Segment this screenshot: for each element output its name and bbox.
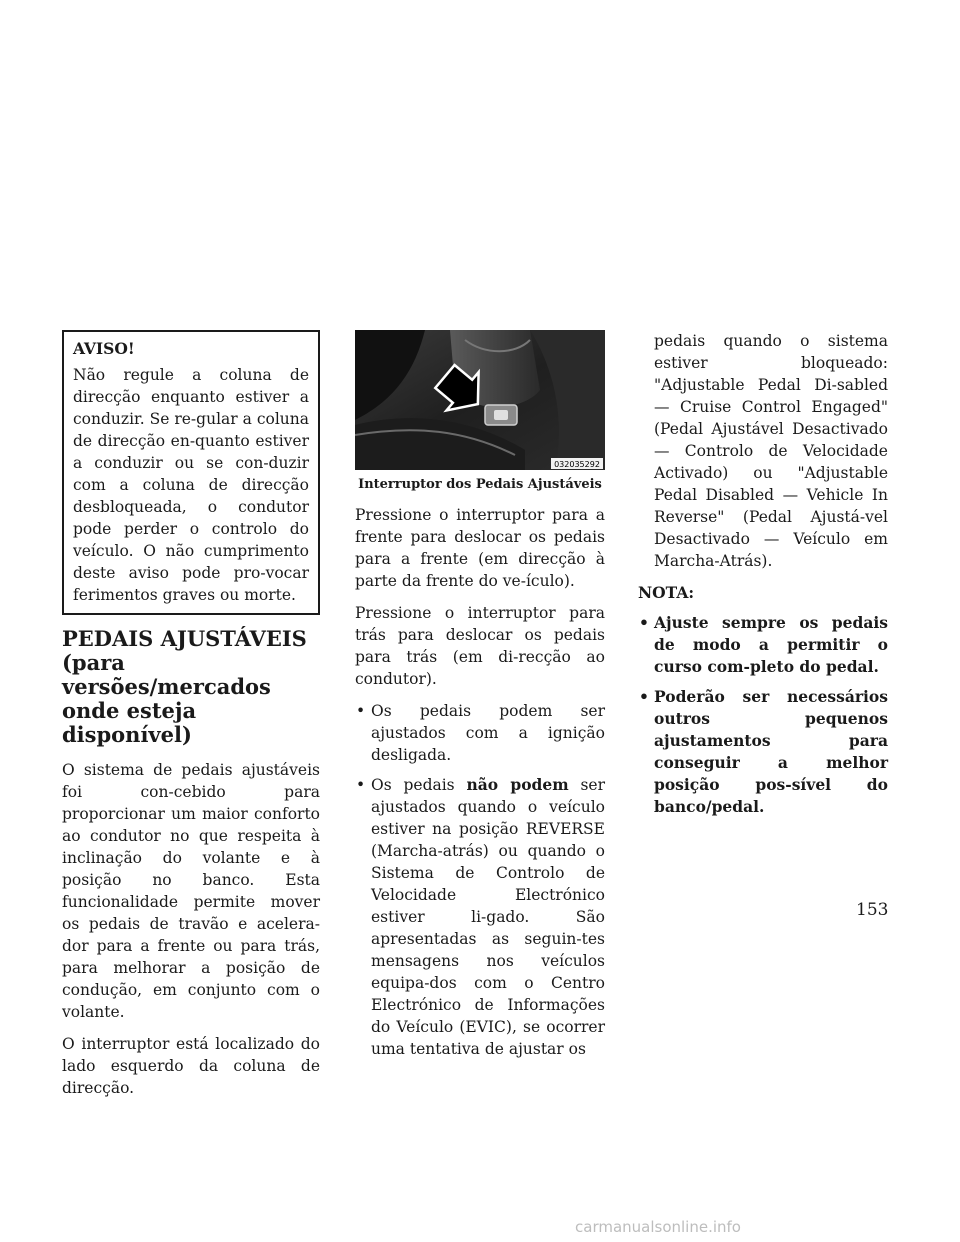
- pedal-switch-illustration: [355, 330, 605, 470]
- warning-box: [62, 330, 320, 615]
- warning-text: Não regule a coluna de direcção enquanto estiver a conduzir. Se re-gular a coluna de direcção en-quanto estiver a conduzir ou se con-duzir com a coluna de direcção desbloqueada, o condutor pode perder o controlo do veículo. O não cumprimento deste aviso pode pro-vocar ferimentos graves ou morte.: [73, 366, 309, 604]
- bullet-ignition-off: • Os pedais podem ser ajustados com a ignição desligada.: [355, 700, 605, 766]
- watermark-text: carmanualsonline.info: [575, 1218, 741, 1236]
- middle-paragraph-2: Pressione o interruptor para trás para deslocar os pedais para trás (em di-recção ao condutor).: [355, 604, 605, 688]
- middle-column: [355, 330, 605, 1070]
- section-paragraph-2: O interruptor está localizado do lado esquerdo da coluna de direcção.: [62, 1035, 320, 1097]
- figure-code: 032035292: [554, 460, 600, 469]
- bullet-emphasis: não podem: [466, 775, 569, 794]
- pedal-switch-photo: [355, 330, 605, 470]
- figure-caption: Interruptor dos Pedais Ajustáveis: [358, 477, 602, 492]
- section-title: PEDAIS AJUSTÁVEIS (para versões/mercados onde esteja disponível): [62, 626, 307, 747]
- warning-title: AVISO!: [73, 339, 135, 358]
- note-item-2: • Poderão ser necessários outros pequenos ajustamentos para conseguir a melhor posição pos-sível do banco/pedal.: [638, 686, 888, 818]
- section-paragraph-1: O sistema de pedais ajustáveis foi con-cebido para proporcionar um maior conforto ao condutor no que respeita à inclinação do volante e à posição no banco. Esta funcionalidade permite mover os pedais de travão e acelera-dor para a frente ou para trás, para melhorar a posição de condução, em conjunto com o volante.: [62, 761, 320, 1021]
- page-number: 153: [856, 900, 889, 920]
- left-column: [62, 330, 320, 1109]
- note-list: [638, 612, 888, 818]
- continued-text: pedais quando o sistema estiver bloqueado: "Adjustable Pedal Di-sabled — Cruise Control Engaged" (Pedal Ajustável Desactivado — Controlo de Velocidade Activado) ou "Adjustable Pedal Disabled — Vehicle In Reverse" (Pedal Ajustá-vel Desactivado — Veículo em Marcha-Atrás).: [654, 332, 888, 570]
- middle-bullet-list: [355, 700, 605, 1060]
- right-column: [638, 330, 888, 828]
- bullet-text-start: Os pedais: [371, 776, 467, 794]
- note-label: NOTA:: [638, 583, 695, 602]
- middle-paragraph-1: Pressione o interruptor para a frente para deslocar os pedais para a frente (em direcção à parte da frente do ve-ículo).: [355, 506, 605, 590]
- note-item-1: • Ajuste sempre os pedais de modo a permitir o curso com-pleto do pedal.: [638, 612, 888, 678]
- bullet-cannot-adjust: [355, 774, 605, 1060]
- bullet-text-end: ser ajustados quando o veículo estiver na posição REVERSE (Marcha-atrás) ou quando o Sistema de Controlo de Velocidade Electrónico estiver li-gado. São apresentadas as seguin-tes mensagens nos veículos equipa-dos com o Centro Electrónico de Informações do Veículo (EVIC), se ocorrer uma tentativa de ajustar os: [371, 776, 605, 1058]
